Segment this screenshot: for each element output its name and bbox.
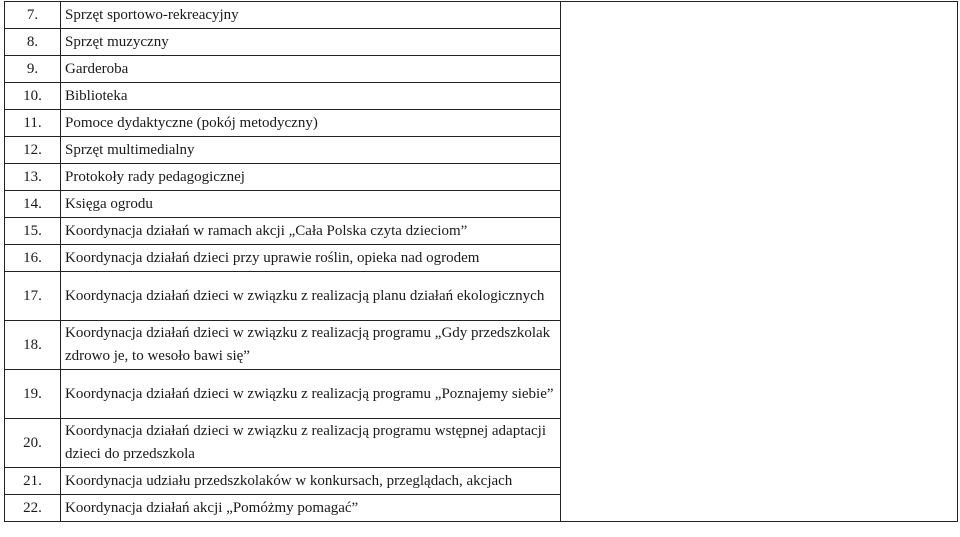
row-label: Koordynacja działań w ramach akcji „Cała Polska czyta dzieciom”: [61, 218, 561, 245]
row-number: 12.: [5, 137, 61, 164]
row-label: Sprzęt multimedialny: [61, 137, 561, 164]
row-number: 16.: [5, 245, 61, 272]
row-number: 11.: [5, 110, 61, 137]
row-number: 7.: [5, 2, 61, 29]
row-label: Koordynacja działań dzieci w związku z realizacją planu działań ekologicznych: [61, 272, 561, 321]
row-number: 19.: [5, 370, 61, 419]
row-number: 15.: [5, 218, 61, 245]
row-number: 18.: [5, 321, 61, 370]
row-number: 20.: [5, 419, 61, 468]
row-label: Koordynacja działań dzieci w związku z realizacją programu „Gdy przedszkolak zdrowo je, to wesoło bawi się”: [61, 321, 561, 370]
row-label: Biblioteka: [61, 83, 561, 110]
assignments-table: [4, 1, 958, 522]
row-number: 9.: [5, 56, 61, 83]
row-number: 17.: [5, 272, 61, 321]
table-row: [5, 2, 958, 29]
row-label: Koordynacja działań dzieci przy uprawie roślin, opieka nad ogrodem: [61, 245, 561, 272]
row-label: Sprzęt sportowo-rekreacyjny: [61, 2, 561, 29]
row-number: 14.: [5, 191, 61, 218]
row-number: 13.: [5, 164, 61, 191]
row-number: 10.: [5, 83, 61, 110]
row-label: Księga ogrodu: [61, 191, 561, 218]
row-label: Garderoba: [61, 56, 561, 83]
row-label: Koordynacja udziału przedszkolaków w konkursach, przeglądach, akcjach: [61, 468, 561, 495]
row-label: Sprzęt muzyczny: [61, 29, 561, 56]
row-label: Koordynacja działań akcji „Pomóżmy pomagać”: [61, 495, 561, 522]
row-label: Koordynacja działań dzieci w związku z realizacją programu wstępnej adaptacji dzieci do przedszkola: [61, 419, 561, 468]
row-label: Pomoce dydaktyczne (pokój metodyczny): [61, 110, 561, 137]
row-number: 22.: [5, 495, 61, 522]
row-label: Protokoły rady pedagogicznej: [61, 164, 561, 191]
row-label: Koordynacja działań dzieci w związku z realizacją programu „Poznajemy siebie”: [61, 370, 561, 419]
row-number: 21.: [5, 468, 61, 495]
blank-cell: [561, 2, 958, 522]
row-number: 8.: [5, 29, 61, 56]
